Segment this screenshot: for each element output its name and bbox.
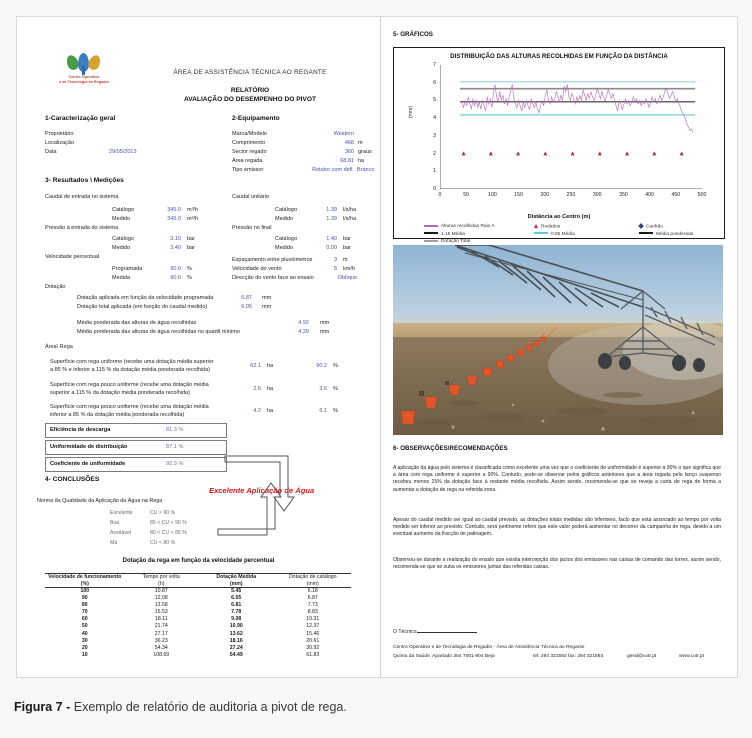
s2-unit-3: ha <box>358 158 365 164</box>
signature-line <box>417 626 477 633</box>
s2-unit-2: graus <box>358 149 372 155</box>
chart-plot-area <box>440 65 702 189</box>
footer-line-2d: www.cotr.pt <box>679 654 705 659</box>
signature-label: O Técnico <box>393 629 417 635</box>
cell: 70 <box>81 609 88 616</box>
dotacao-table-title: Dotação da rega em função da velocidade percentual <box>122 558 275 564</box>
chart-xtick-350: 350 <box>619 192 628 198</box>
legend-item-6 <box>424 239 470 244</box>
cotr-logo <box>45 53 123 95</box>
scale-range-3: CU < 80 % <box>150 540 176 546</box>
s3l-2-0-unit: % <box>187 266 192 272</box>
figure-caption <box>14 700 347 714</box>
s2-value-4: Rotator com defl. <box>312 167 354 173</box>
chart-ytick-3: 3 <box>433 132 436 139</box>
cell: 80 <box>81 602 88 609</box>
chart-ytick-2: 2 <box>433 150 436 157</box>
cell: 12.37 <box>306 623 320 630</box>
cell: 100 <box>80 588 90 594</box>
dtable-header-1: Tempo por volta <box>125 574 198 581</box>
chart-xtick-50: 50 <box>463 192 470 198</box>
s3l-1-1-label: Medido <box>112 245 131 251</box>
cell: 10.90 <box>229 623 243 630</box>
figure-number: Figura 7 - <box>14 700 71 714</box>
chart-xtick-0: 0 <box>438 192 442 198</box>
footer-line-2b: tel: 284 321592 fax: 284 321593 <box>533 654 604 659</box>
s3l-1-0-value: 3.10 <box>170 236 181 242</box>
observation-paragraph-2: Observou-se durante a realização do ensaio que existia intercepção dos jactos dos emissores nas caixas de comando das torres, assim sendo, recomenda-se que se suba os emissores juntas das referidas caixas. <box>393 557 721 571</box>
cell: 7.73 <box>307 602 318 609</box>
area-row0-ha-unit: ha <box>267 363 274 369</box>
cell: 12.08 <box>154 595 168 602</box>
legend-swatch-085media <box>534 232 548 234</box>
metric-box-eficiencia <box>45 423 227 438</box>
cell: 30 <box>81 637 88 644</box>
s2-unit-1: m <box>358 140 363 146</box>
section5-heading: 5- GRÁFICOS <box>393 31 433 38</box>
logo-text-line1: Centro Operativo <box>68 75 100 79</box>
media-label-0: Média ponderada das alturas de água recolhidas <box>77 320 197 326</box>
scale-label-3: Má <box>110 540 118 546</box>
s2-label-4: Tipo emissor <box>232 167 264 173</box>
cell: 61.83 <box>306 651 320 658</box>
scale-label-2: Aceitável <box>110 530 132 536</box>
cell: 27.24 <box>229 644 243 651</box>
right-column <box>381 17 737 677</box>
area-row0-line1: Superfície com rega uniforme (recebe uma dotação média superior <box>50 359 214 365</box>
area-row2-pct: 6.1 <box>319 408 327 414</box>
chart-xtick-450: 450 <box>671 192 681 198</box>
verdict-text: Excelente Aplicação de Água <box>209 486 315 495</box>
chart-xtick-300: 300 <box>592 192 602 198</box>
s3-extra-value-2: Oblíquo <box>337 275 357 281</box>
media-label-1: Média ponderada das alturas de água recolhidas no quartil mínimo <box>77 329 240 335</box>
section3-heading: 3- Resultados \ Medições <box>45 177 124 184</box>
s3r-0-0-label: Catálogo <box>275 207 298 213</box>
report-title-line2: AVALIAÇÃO DO DESEMPENHO DO PIVOT <box>183 95 316 103</box>
metric-box-coeficiente-uniformidade <box>45 457 227 472</box>
chart-ytick-1: 1 <box>433 168 436 175</box>
s3l-0-0-value: 345.0 <box>167 207 181 213</box>
s2-label-1: Comprimento <box>232 140 266 146</box>
s3l-2-1-label: Medida <box>112 275 131 281</box>
pivot-photograph <box>393 245 723 435</box>
s3r-1-0-unit: bar <box>343 236 351 242</box>
cell: 6.05 <box>231 595 242 602</box>
chart-xtick-100: 100 <box>488 192 497 198</box>
dotacao-heading: Dotação <box>45 284 66 290</box>
table-row <box>45 616 351 623</box>
legend-label-5: Média ponderada <box>656 231 694 237</box>
dtable-header-2: Dotação Medida <box>198 574 275 581</box>
s2-label-2: Sector regado <box>232 149 267 155</box>
s3l-1-0-label: Catálogo <box>112 236 135 242</box>
s1-value-date: 29/05/2013 <box>109 149 137 155</box>
s3r-title-0: Caudal unitário <box>232 194 269 200</box>
legend-item-5 <box>639 232 693 237</box>
s3-extra-value-0: 3 <box>333 257 337 263</box>
area-row1-pct: 3.6 <box>319 386 327 392</box>
s3-extra-unit-0: m <box>343 257 348 263</box>
observation-paragraph-0: A aplicação da água pelo sistema é classificada como excelente uma vez que o coeficiente de uniformidade é superior a 90% o que significa que a área com rega uniforme é superior a 90%. Contudo, pode-se observar pelos gráficos anteriores que a área regada pelo lanço suspenso recebeu menos 15% da dotação face à restante média recolhida. Assim sendo, recomenda-se que se reveja a carta de rega de forma a aumentar a dotação de rega na referida zona. <box>393 465 721 493</box>
metric-value-0: 81.3 % <box>166 426 184 433</box>
dotacao-value-0: 6.87 <box>241 295 252 301</box>
dotacao-unit-1: mm <box>262 304 272 310</box>
dotacao-table <box>45 573 351 659</box>
cell: 21.74 <box>154 623 168 630</box>
dtable-body <box>45 588 351 659</box>
section6-heading: 6- OBSERVAÇÕES\RECOMENDAÇÕES <box>393 445 508 452</box>
cell: 50 <box>81 623 88 630</box>
triangle-icon <box>534 224 538 228</box>
area-row1-line2: superior a 115 % da dotação média ponderada recolhida) <box>50 390 190 396</box>
chart-ytick-4: 4 <box>433 115 436 122</box>
dtable-unit-0: (%) <box>45 581 125 588</box>
area-rega-title: Área\ Rega <box>45 344 73 350</box>
s3l-0-1-label: Medido <box>112 216 131 222</box>
chart-xtick-150: 150 <box>514 192 523 198</box>
cell: 90 <box>81 595 88 602</box>
area-row2-line2: inferior a 85 % da dotação média ponderada recolhida) <box>50 412 185 418</box>
s3r-0-0-unit: l/s/ha <box>343 207 357 213</box>
s3l-title-1: Pressão à entrada do sistema <box>45 225 119 231</box>
cell: 7.78 <box>231 609 242 616</box>
metric-value-2: 92.3 % <box>166 460 184 467</box>
area-row2-line1: Superfície com rega pouco uniforme (recebe uma dotação média <box>50 404 209 410</box>
chart-ytick-0: 0 <box>433 186 436 192</box>
s3l-1-1-value: 3.40 <box>170 245 181 251</box>
diamond-icon <box>638 223 644 229</box>
footer-line-2c: geral@cotr.pt <box>627 654 657 659</box>
photo-illustration <box>393 245 723 435</box>
media-value-1: 4.29 <box>298 329 309 335</box>
scale-label-0: Excelente <box>110 510 133 516</box>
dotacao-value-1: 6.05 <box>241 304 252 310</box>
dotacao-label-1: Dotação total aplicada (em função do caudal medido) <box>77 304 208 310</box>
table-row <box>45 595 351 602</box>
s3l-2-0-label: Programada <box>112 266 143 272</box>
cell: 9.08 <box>231 616 242 623</box>
cell: 108.69 <box>153 651 170 658</box>
cell: 30.92 <box>306 644 320 651</box>
s3l-1-1-unit: bar <box>187 245 195 251</box>
report-title <box>135 87 365 104</box>
cell: 40 <box>81 630 88 637</box>
area-row2-ha-unit: ha <box>267 408 274 414</box>
cell: 10 <box>81 651 88 658</box>
table-row <box>45 602 351 609</box>
legend-item-1 <box>534 224 560 229</box>
scale-range-0: CU > 90 % <box>150 510 176 516</box>
section1-heading: 1-Caracterização geral <box>45 115 116 122</box>
s3r-0-1-label: Medido <box>275 216 294 222</box>
s2-value-3: 68.81 <box>340 158 354 164</box>
footer-line-1: Centro Operativo e de Tecnologia de Regadio - Área de Assistência Técnica ao Regante <box>393 645 585 650</box>
cell: 6.87 <box>307 595 318 602</box>
s1-label-1: Localização <box>45 140 75 146</box>
cell: 8.83 <box>307 609 318 616</box>
s3r-1-1-value: 0.00 <box>326 245 337 251</box>
dotacao-unit-0: mm <box>262 295 272 301</box>
cell: 54.34 <box>154 644 168 651</box>
cell: 54.49 <box>229 651 243 658</box>
s3l-title-0: Caudal de entrada no sistema <box>45 194 119 200</box>
s3r-1-1-unit: bar <box>343 245 351 251</box>
s3-extra-label-2: Direcção do vento face ao ensaio <box>232 275 314 281</box>
s3-extra-label-1: Velocidade do vento <box>232 266 282 272</box>
dtable-unit-3: (mm) <box>274 581 351 588</box>
chart-legend <box>424 224 720 247</box>
metric-box-uniformidade-distribuicao <box>45 440 227 455</box>
s3r-0-0-value: 1.39 <box>326 207 337 213</box>
table-row <box>45 638 351 645</box>
left-column <box>17 17 380 677</box>
s2-unit-4: Branco <box>357 167 375 173</box>
s3l-0-0-label: Catálogo <box>112 207 135 213</box>
chart-xtick-250: 250 <box>566 192 576 198</box>
section2-heading: 2-Equipamento <box>232 115 280 122</box>
header-area-line: ÁREA DE ASSISTÊNCIA TÉCNICA AO REGANTE <box>173 69 327 76</box>
chart-xtick-400: 400 <box>645 192 654 198</box>
cell: 18.11 <box>154 616 168 623</box>
scale-range-2: 80 < CU < 85 % <box>150 530 187 536</box>
legend-label-6: Dotação Total <box>441 239 471 244</box>
chart-container <box>393 47 725 244</box>
s2-value-1: 468 <box>344 140 354 146</box>
s3r-1-0-label: Catálogo <box>275 236 298 242</box>
metric-label-2: Coeficiente de uniformidade <box>50 460 126 467</box>
s3l-1-0-unit: bar <box>187 236 195 242</box>
s3l-2-0-value: 90.0 <box>170 266 181 272</box>
s2-label-3: Área regada <box>232 158 263 164</box>
area-row1-pct-unit: % <box>333 386 338 392</box>
dtable-unit-2: (mm) <box>198 581 275 588</box>
media-value-0: 4.92 <box>298 320 309 326</box>
legend-item-3 <box>424 232 465 237</box>
scale-title: Norma da Qualidade da Aplicação da Água na Rega <box>37 498 163 504</box>
table-row <box>45 623 351 630</box>
chart-title: DISTRIBUIÇÃO DAS ALTURAS RECOLHIDAS EM FUNÇÃO DA DISTÂNCIA <box>450 53 668 60</box>
cell: 18.16 <box>229 637 243 644</box>
scale-range-1: 85 < CU < 90 % <box>150 520 187 526</box>
cell: 13.62 <box>229 630 243 637</box>
s3l-0-1-value: 345.0 <box>167 216 181 222</box>
area-row0-pct-unit: % <box>333 363 338 369</box>
cell: 27.17 <box>154 630 168 637</box>
observation-paragraph-1: Apesar do caudal medido ser igual ao caudal previsto, as dotações totais medidas são inferiores, facto que está associado ao tempo por volta medido ser inferior ao previsto. Contudo, será pertinente referir que este valor poderá aumentar no decorrer da campanha de rega, devido a um eventual aumento da fracção de patinagem. <box>393 517 721 538</box>
s2-value-0: Western <box>333 131 354 137</box>
s1-label-0: Proprietário <box>45 131 74 137</box>
s3r-0-1-unit: l/s/ha <box>343 216 357 222</box>
metric-label-1: Uniformidade de distribuição <box>50 443 128 450</box>
cell: 15.53 <box>154 609 168 616</box>
dtable-header-0: Velocidade de funcionamento <box>45 574 125 581</box>
area-row1-line1: Superfície com rega pouco uniforme (recebe uma dotação média <box>50 382 209 388</box>
footer-line-2a: Quinta da Saúde, Apartado 354 7001-904 Beja <box>393 654 495 659</box>
s3-extra-label-0: Espaçamento entre pluviómetros <box>232 257 313 263</box>
cell: 60 <box>81 616 88 623</box>
cell: 6.81 <box>231 602 242 609</box>
table-row <box>45 645 351 652</box>
dtable-unit-1: (h) <box>125 581 198 588</box>
cell: 20.61 <box>306 637 320 644</box>
section4-heading: 4- CONCLUSÕES <box>45 476 100 483</box>
chart-ytick-6: 6 <box>433 79 436 86</box>
cell: 15.46 <box>306 630 320 637</box>
area-row1-ha: 2.5 <box>253 386 261 392</box>
cell: 5.45 <box>231 588 242 594</box>
figure-caption-text: Exemplo de relatório de auditoria a pivot de rega. <box>70 700 347 714</box>
cell: 6.18 <box>307 588 318 594</box>
cell: 36.23 <box>154 637 168 644</box>
chart-ytick-7: 7 <box>433 62 436 68</box>
cell: 10.87 <box>154 588 168 594</box>
s3l-0-1-unit: m³/h <box>187 216 198 222</box>
s3-extra-value-1: 5 <box>333 266 337 272</box>
s3-extra-unit-1: km/h <box>343 266 355 272</box>
s3r-1-0-value: 1.40 <box>326 236 337 242</box>
s3r-0-1-value: 1.39 <box>326 216 337 222</box>
logo-icon <box>67 53 101 75</box>
s3r-1-1-label: Medido <box>275 245 294 251</box>
legend-item-0 <box>424 224 495 229</box>
s3l-2-1-unit: % <box>187 275 192 281</box>
table-row <box>45 631 351 638</box>
chart-xtick-200: 200 <box>540 192 550 198</box>
area-row2-pct-unit: % <box>333 408 338 414</box>
area-row0-line2: a 85 % e inferior a 115 % da dotação média ponderada recolhida) <box>50 367 211 373</box>
area-row0-ha: 62.1 <box>250 363 261 369</box>
header-area <box>135 69 365 76</box>
logo-text-line2: e de Tecnologia de Regadio <box>59 80 109 84</box>
chart-xlabel: Distância ao Centro (m) <box>527 214 591 220</box>
s2-label-0: Marca/Modelo <box>232 131 267 137</box>
legend-label-0: Alturas recolhidas Raio A <box>441 224 495 229</box>
cell: 20 <box>81 644 88 651</box>
s1-label-2: Data <box>45 149 57 155</box>
legend-item-4 <box>534 232 575 237</box>
area-row1-ha-unit: ha <box>267 386 274 392</box>
s2-value-2: 360 <box>344 149 354 155</box>
dtable-header-3: Dotação de catálogo <box>274 574 351 581</box>
chart-xtick-500: 500 <box>697 192 707 198</box>
legend-swatch-alturas <box>424 225 438 227</box>
chart-ylabel: (mm) <box>408 105 414 118</box>
s3r-title-1: Pressão no final <box>232 225 272 231</box>
dotacao-label-0: Dotação aplicada em função da velocidade programada <box>77 295 214 301</box>
table-row <box>45 652 351 659</box>
s3l-0-0-unit: m³/h <box>187 207 198 213</box>
table-row <box>45 588 351 596</box>
legend-swatch-115media <box>424 232 438 234</box>
s3l-2-1-value: 90.0 <box>170 275 181 281</box>
report-sheet <box>16 16 738 678</box>
legend-swatch-media-ponderada <box>639 232 653 234</box>
legend-label-3: 1.15 Média <box>441 231 465 237</box>
signature-block <box>393 626 477 635</box>
area-row0-pct: 90.2 <box>316 363 327 369</box>
s3l-title-2: Velocidade percentual <box>45 254 100 260</box>
metric-value-1: 87.1 % <box>166 443 184 450</box>
legend-item-2 <box>639 224 663 229</box>
legend-label-2: Canhão <box>646 224 663 230</box>
table-row <box>45 609 351 616</box>
metric-label-0: Eficiência de descarga <box>50 426 111 433</box>
legend-swatch-dotacao-total <box>424 240 438 242</box>
legend-label-1: Rodados <box>541 224 561 230</box>
chart-ytick-5: 5 <box>433 97 436 104</box>
cell: 13.58 <box>154 602 168 609</box>
media-unit-1: mm <box>320 329 330 335</box>
cell: 10.31 <box>306 616 320 623</box>
report-title-line1: RELATÓRIO <box>230 87 270 94</box>
media-unit-0: mm <box>320 320 330 326</box>
area-row2-ha: 4.2 <box>253 408 261 414</box>
legend-label-4: 0.85 Média <box>551 231 575 237</box>
scale-label-1: Boa <box>110 520 120 526</box>
